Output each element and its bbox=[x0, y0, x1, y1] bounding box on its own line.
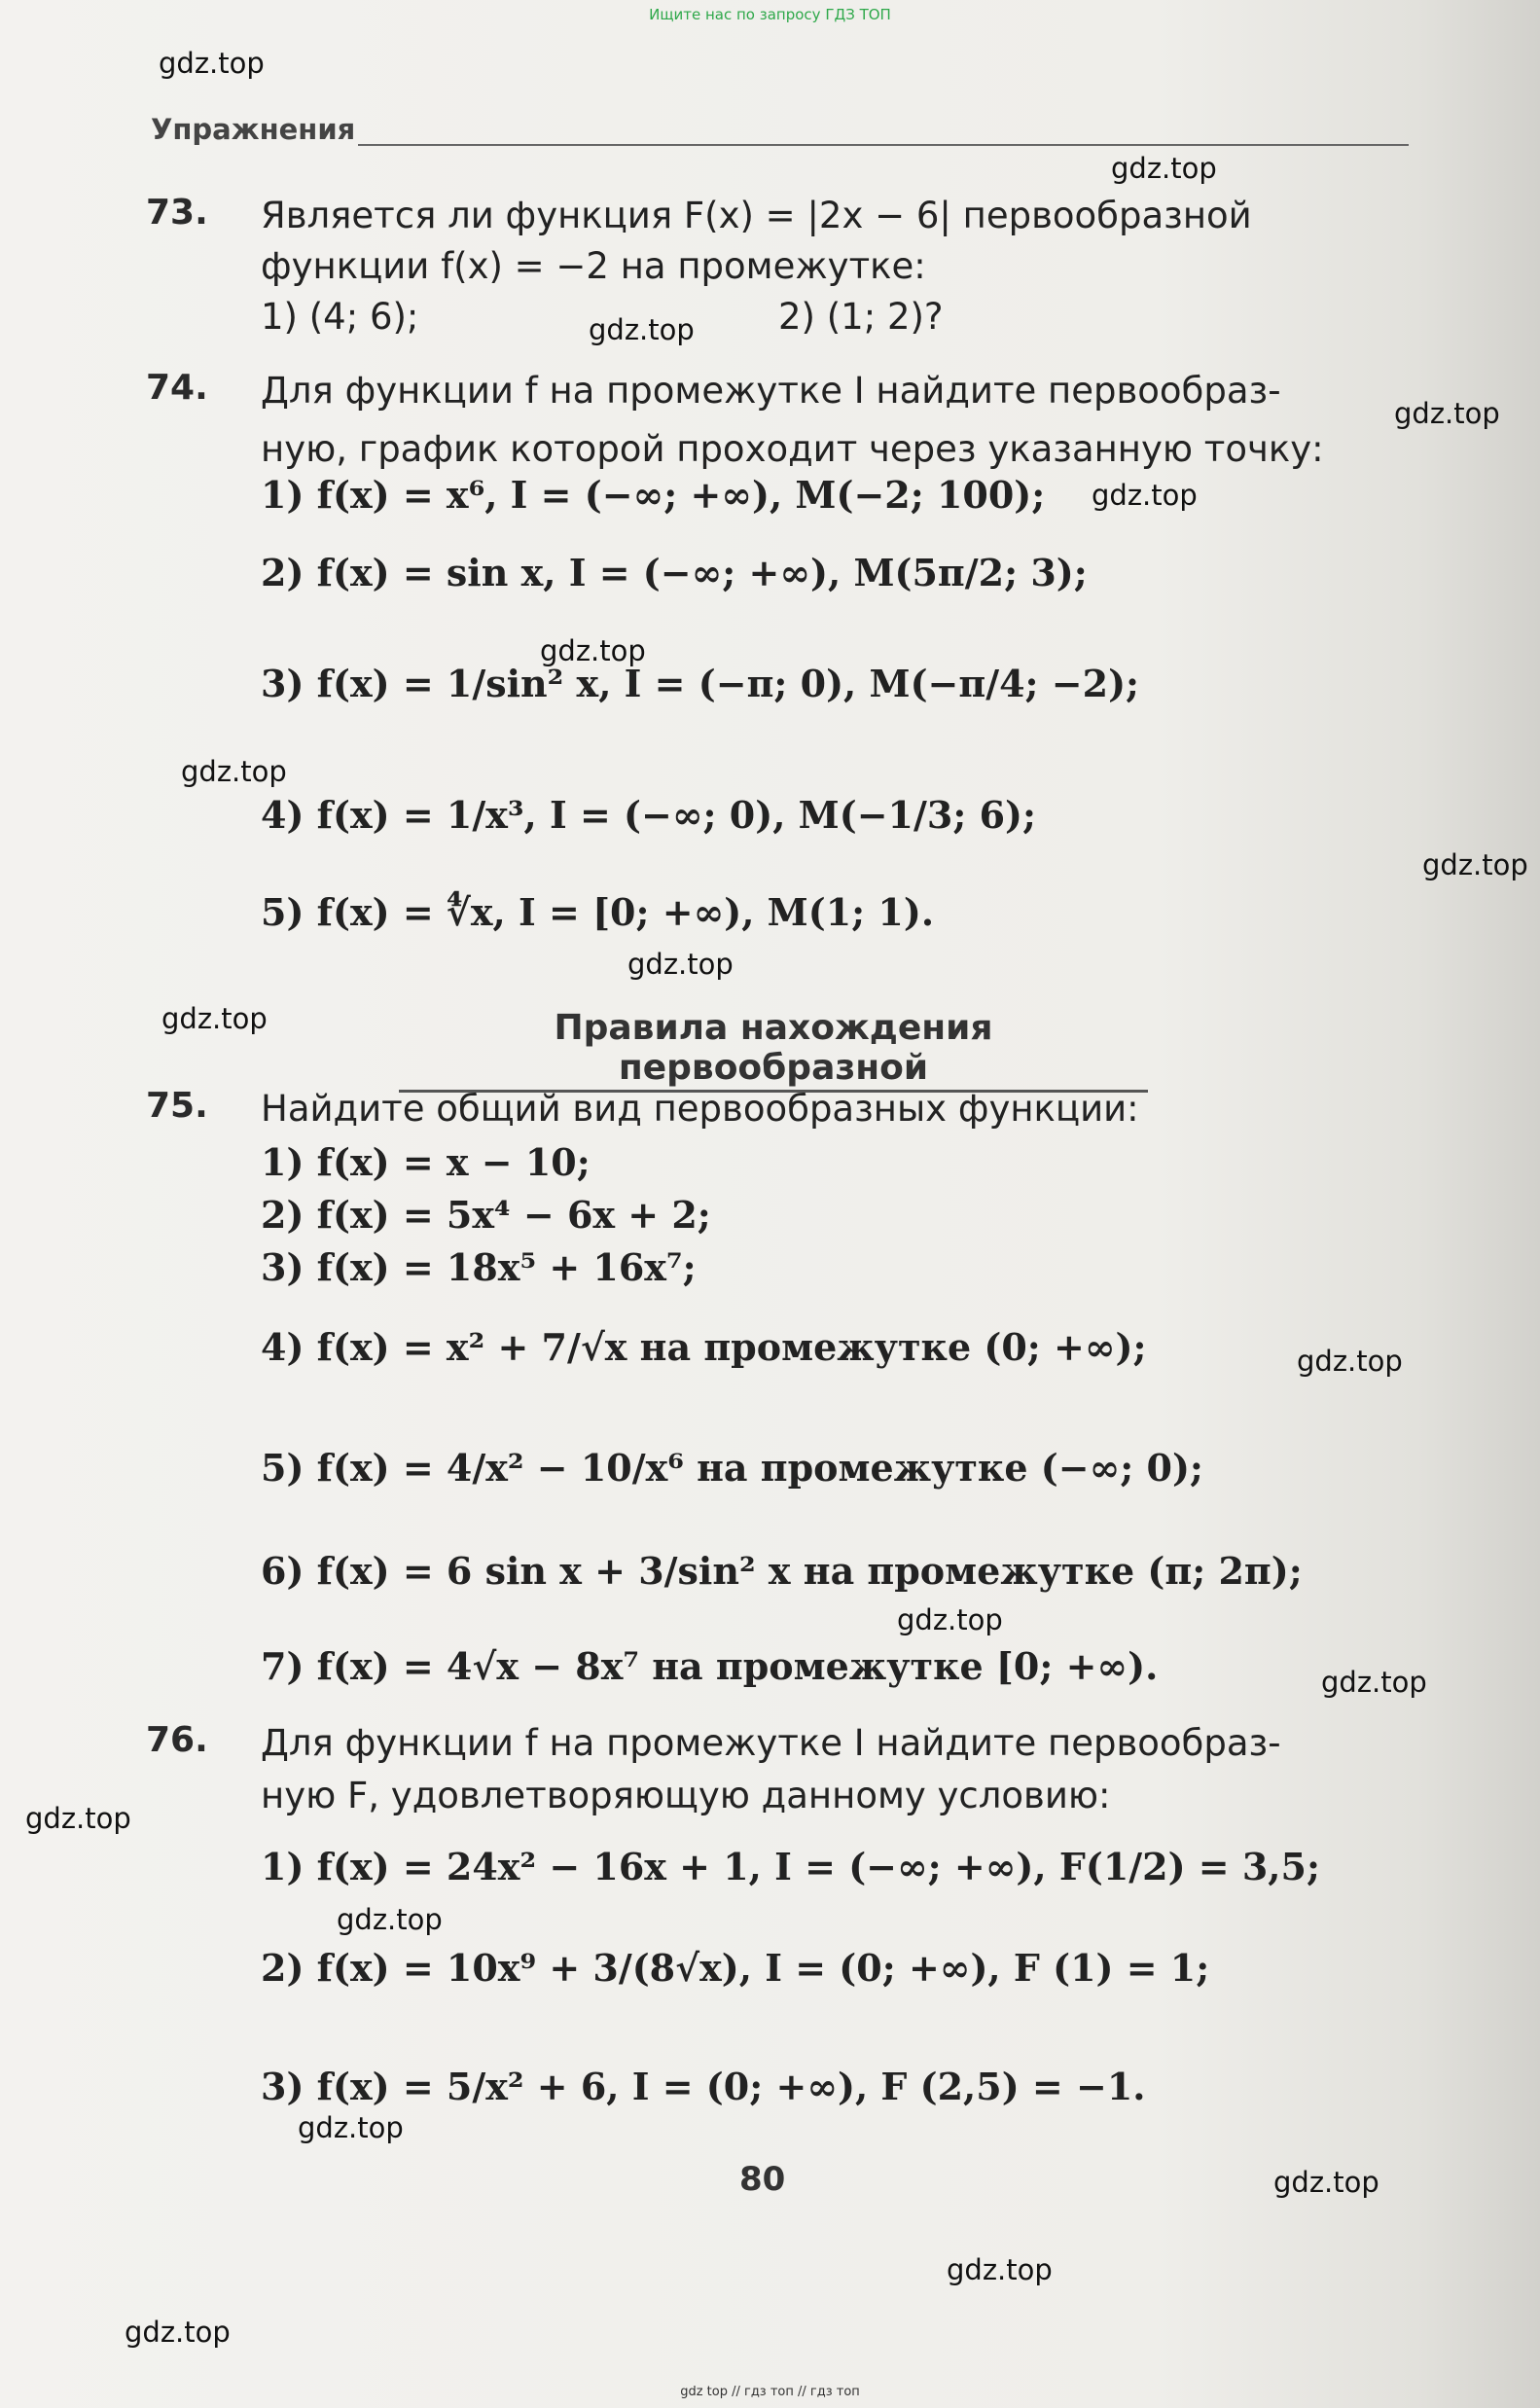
exercise-75-item7: 7) f(x) = 4√x − 8x⁷ на промежутке [0; +∞). bbox=[261, 1644, 1159, 1688]
watermark: gdz.top bbox=[125, 2316, 231, 2349]
top-banner[interactable]: Ищите нас по запросу ГДЗ ТОП bbox=[649, 6, 891, 23]
exercise-74-line1: Для функции f на промежутке I найдите первообраз- bbox=[261, 370, 1281, 412]
exercise-73-line1: Является ли функция F(x) = |2x − 6| первообразной bbox=[261, 195, 1252, 236]
watermark: gdz.top bbox=[159, 47, 265, 80]
exercise-73-option2: 2) (1; 2)? bbox=[778, 296, 944, 338]
exercise-73-option1: 1) (4; 6); bbox=[261, 296, 419, 338]
watermark: gdz.top bbox=[161, 1002, 268, 1035]
page-number: 80 bbox=[739, 2160, 786, 2199]
exercise-76-line1: Для функции f на промежутке I найдите первообраз- bbox=[261, 1722, 1281, 1764]
exercise-75-number: 75. bbox=[146, 1086, 208, 1126]
exercise-74-number: 74. bbox=[146, 368, 208, 408]
exercise-75-item6: 6) f(x) = 6 sin x + 3/sin² x на промежутке (π; 2π); bbox=[261, 1549, 1303, 1593]
watermark: gdz.top bbox=[1273, 2166, 1379, 2199]
exercise-74-item5: 5) f(x) = ∜x, I = [0; +∞), M(1; 1). bbox=[261, 890, 935, 934]
exercise-74-line2: ную, график которой проходит через указанную точку: bbox=[261, 428, 1324, 470]
exercise-75-item1: 1) f(x) = x − 10; bbox=[261, 1140, 591, 1184]
watermark: gdz.top bbox=[947, 2253, 1053, 2286]
exercise-74-item1: 1) f(x) = x⁶, I = (−∞; +∞), M(−2; 100); bbox=[261, 473, 1046, 517]
exercise-74-item2: 2) f(x) = sin x, I = (−∞; +∞), M(5π/2; 3); bbox=[261, 551, 1088, 594]
section-heading: Правила нахождения первообразной bbox=[399, 1008, 1148, 1093]
watermark: gdz.top bbox=[1321, 1666, 1427, 1699]
section-rule bbox=[358, 144, 1409, 146]
exercise-75-item4: 4) f(x) = x² + 7/√x на промежутке (0; +∞); bbox=[261, 1325, 1147, 1369]
watermark: gdz.top bbox=[337, 1903, 443, 1936]
watermark: gdz.top bbox=[181, 755, 287, 788]
exercise-76-item1: 1) f(x) = 24x² − 16x + 1, I = (−∞; +∞), F(1/2) = 3,5; bbox=[261, 1845, 1320, 1888]
watermark: gdz.top bbox=[298, 2111, 404, 2144]
exercise-74-item3: 3) f(x) = 1/sin² x, I = (−π; 0), M(−π/4; −2); bbox=[261, 662, 1140, 705]
exercise-76-number: 76. bbox=[146, 1720, 208, 1760]
watermark: gdz.top bbox=[589, 313, 695, 346]
section-label: Упражнения bbox=[151, 113, 356, 146]
exercise-75-item2: 2) f(x) = 5x⁴ − 6x + 2; bbox=[261, 1193, 711, 1237]
footer-links[interactable]: gdz top // гдз топ // гдз топ bbox=[680, 2385, 860, 2399]
exercise-74-item4: 4) f(x) = 1/x³, I = (−∞; 0), M(−1/3; 6); bbox=[261, 793, 1037, 837]
exercise-73-line2: функции f(x) = −2 на промежутке: bbox=[261, 245, 926, 287]
watermark: gdz.top bbox=[1092, 479, 1198, 512]
watermark: gdz.top bbox=[897, 1603, 1003, 1636]
exercise-75-item3: 3) f(x) = 18x⁵ + 16x⁷; bbox=[261, 1245, 697, 1289]
exercise-76-item3: 3) f(x) = 5/x² + 6, I = (0; +∞), F (2,5) = −1. bbox=[261, 2065, 1146, 2108]
watermark: gdz.top bbox=[540, 634, 646, 667]
watermark: gdz.top bbox=[1297, 1345, 1403, 1378]
watermark: gdz.top bbox=[627, 948, 734, 981]
watermark: gdz.top bbox=[1394, 397, 1500, 430]
exercise-75-item5: 5) f(x) = 4/x² − 10/x⁶ на промежутке (−∞; 0); bbox=[261, 1446, 1203, 1490]
exercise-75-line1: Найдите общий вид первообразных функции: bbox=[261, 1088, 1139, 1130]
watermark: gdz.top bbox=[25, 1802, 131, 1835]
watermark: gdz.top bbox=[1422, 848, 1528, 881]
exercise-76-line2: ную F, удовлетворяющую данному условию: bbox=[261, 1775, 1111, 1816]
exercise-73-number: 73. bbox=[146, 193, 208, 233]
exercise-76-item2: 2) f(x) = 10x⁹ + 3/(8√x), I = (0; +∞), F (1) = 1; bbox=[261, 1946, 1210, 1990]
watermark: gdz.top bbox=[1111, 152, 1217, 185]
